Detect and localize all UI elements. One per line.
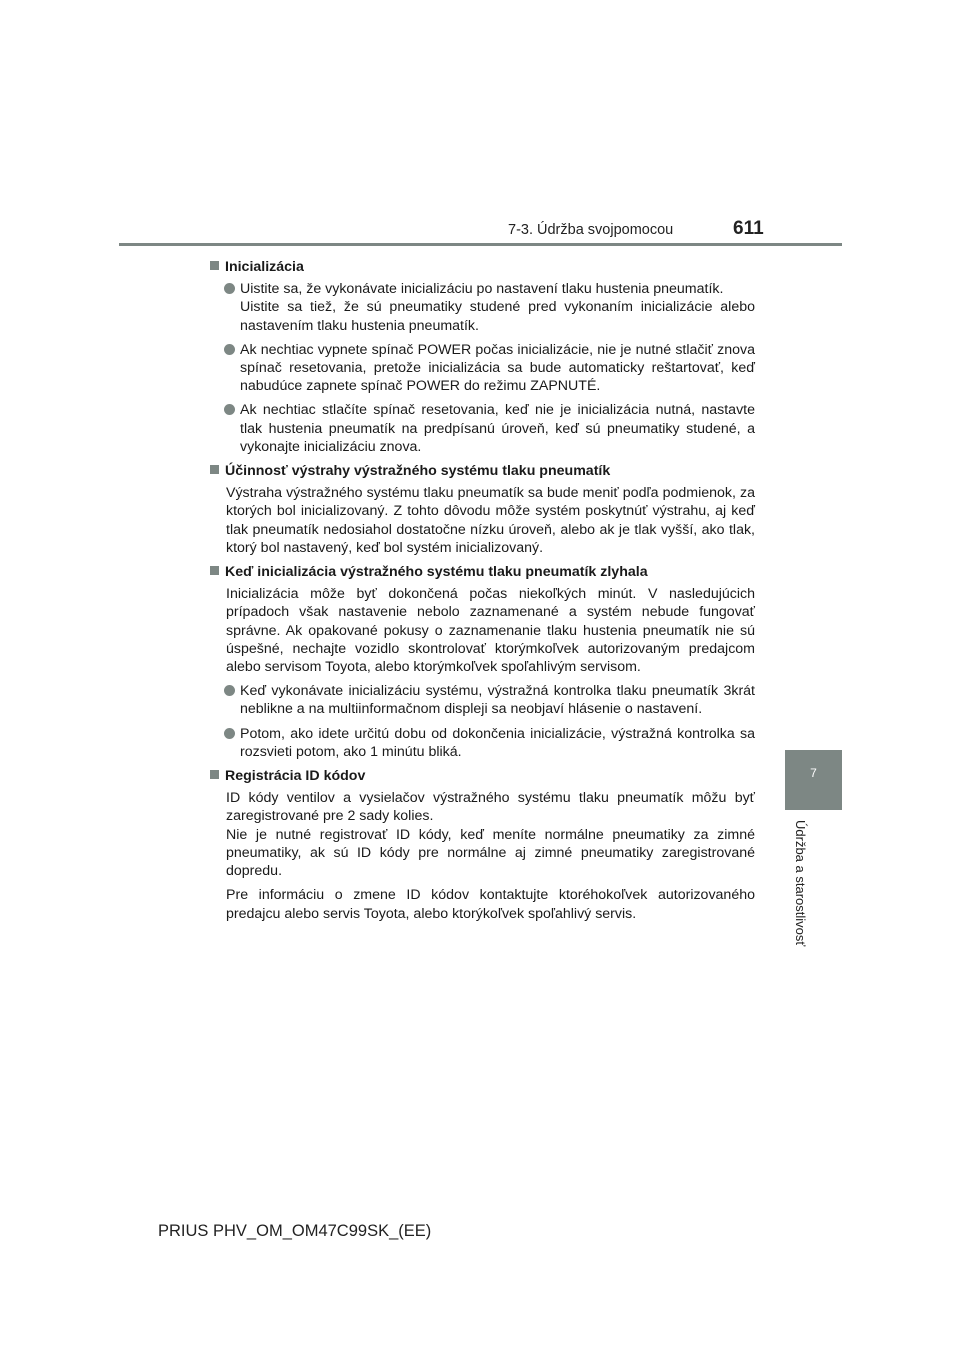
header-divider <box>119 243 842 246</box>
section-id-registration <box>210 767 755 923</box>
bullet-text <box>240 725 755 761</box>
paragraph-line: Inicializácia môže byť dokončená počas niekoľkých minút. V nasledujúcich prípadoch však nastavenie nebolo zaznamenané a systém nebude fungovať správne. Ak opakované pokusy o zaznamenanie tlaku hustenia pneumatík nie sú úspešné, nechajte vozidlo skontrolovať ktorýmkoľvek autorizovaným predajcom alebo servisom Toyota, alebo ktorýmkoľvek spoľahlivým servisom. <box>226 586 755 676</box>
bullet-line: Ak nechtiac stlačíte spínač resetovania, keď nie je inicializácia nutná, nastavte tlak hustenia pneumatík na predpísanú úroveň, keď sú pneumatiky studené, a vykonajte inicializáciu znova. <box>240 402 755 455</box>
bullet-item <box>210 682 755 718</box>
paragraph <box>210 886 755 922</box>
section-heading <box>210 462 755 480</box>
section-initialization <box>210 258 755 456</box>
bullet-text <box>240 401 755 456</box>
paragraph <box>210 585 755 676</box>
section-title: Účinnosť výstrahy výstražného systému tlaku pneumatík <box>225 463 611 480</box>
section-heading <box>210 563 755 581</box>
paragraph-line: Pre informáciu o zmene ID kódov kontaktujte ktoréhokoľvek autorizovaného predajcu alebo servis Toyota, alebo ktorýkoľvek spoľahlivý servis. <box>226 887 755 922</box>
section-title: Registrácia ID kódov <box>225 768 366 785</box>
header-section-title: 7-3. Údržba svojpomocou <box>508 222 674 238</box>
bullet-text <box>240 280 755 335</box>
bullet-line: Uistite sa tiež, že sú pneumatiky studené pred vykonaním inicializácie alebo nastavením tlaku hustenia pneumatík. <box>240 299 755 334</box>
chapter-tab-number: 7 <box>810 766 817 780</box>
paragraph-line: ID kódy ventilov a vysielačov výstražného systému tlaku pneumatík môžu byť zaregistrované pre 2 sady kolies. <box>226 790 755 825</box>
paragraph <box>210 789 755 880</box>
square-bullet-icon <box>210 465 219 474</box>
paragraph-line: Výstraha výstražného systému tlaku pneumatík sa bude meniť podľa podmienok, za ktorých bol inicializovaný. Z tohto dôvodu môže systém poskytnúť výstrahu, aj keď tlak pneumatík nedosiahol dostatočne nízku úroveň, alebo ak je tlak vyšší, ako tlak, ktorý bol nastavený, keď bol systém inicializovaný. <box>226 485 755 556</box>
section-title: Inicializácia <box>225 259 304 275</box>
bullet-text <box>240 341 755 396</box>
page-number: 611 <box>733 218 764 239</box>
circle-bullet-icon <box>224 728 235 739</box>
bullet-item <box>210 280 755 335</box>
paragraph-line: Nie je nutné registrovať ID kódy, keď meníte normálne pneumatiky za zimné pneumatiky, ak sú ID kódy pre normálne aj zimné pneumatiky zaregistrované dopredu. <box>226 826 755 880</box>
bullet-item <box>210 341 755 396</box>
bullet-item <box>210 401 755 456</box>
document-id: PRIUS PHV_OM_OM47C99SK_(EE) <box>158 1222 432 1240</box>
circle-bullet-icon <box>224 344 235 355</box>
bullet-line: Uistite sa, že vykonávate inicializáciu po nastavení tlaku hustenia pneumatík. <box>240 281 724 298</box>
bullet-line: Ak nechtiac vypnete spínač POWER počas inicializácie, nie je nutné stlačiť znova spínač resetovania, pretože inicializácia sa bude automaticky reštartovať, keď nabudúce zapnete spínač POWER do režimu ZAPNUTÉ. <box>240 341 755 395</box>
square-bullet-icon <box>210 566 219 575</box>
section-heading <box>210 258 755 276</box>
chapter-tab-label: Údržba a starostlivosť <box>793 820 808 947</box>
bullet-text <box>240 682 755 718</box>
circle-bullet-icon <box>224 404 235 415</box>
bullet-line: Keď vykonávate inicializáciu systému, výstražná kontrolka tlaku pneumatík 3krát neblikne a na multiinformačnom displeji sa neobjaví hlásenie o nastavení. <box>240 683 755 718</box>
page-content <box>210 258 755 929</box>
paragraph <box>210 484 755 557</box>
section-title: Keď inicializácia výstražného systému tlaku pneumatík zlyhala <box>225 564 648 581</box>
square-bullet-icon <box>210 261 219 270</box>
section-heading <box>210 767 755 785</box>
circle-bullet-icon <box>224 283 235 294</box>
bullet-item <box>210 725 755 761</box>
circle-bullet-icon <box>224 685 235 696</box>
chapter-tab <box>785 750 842 810</box>
bullet-line: Potom, ako idete určitú dobu od dokončenia inicializácie, výstražná kontrolka sa rozsvieti potom, ako 1 minútu bliká. <box>240 725 755 760</box>
section-warning-effectiveness <box>210 462 755 557</box>
section-initialization-failed <box>210 563 755 761</box>
square-bullet-icon <box>210 770 219 779</box>
